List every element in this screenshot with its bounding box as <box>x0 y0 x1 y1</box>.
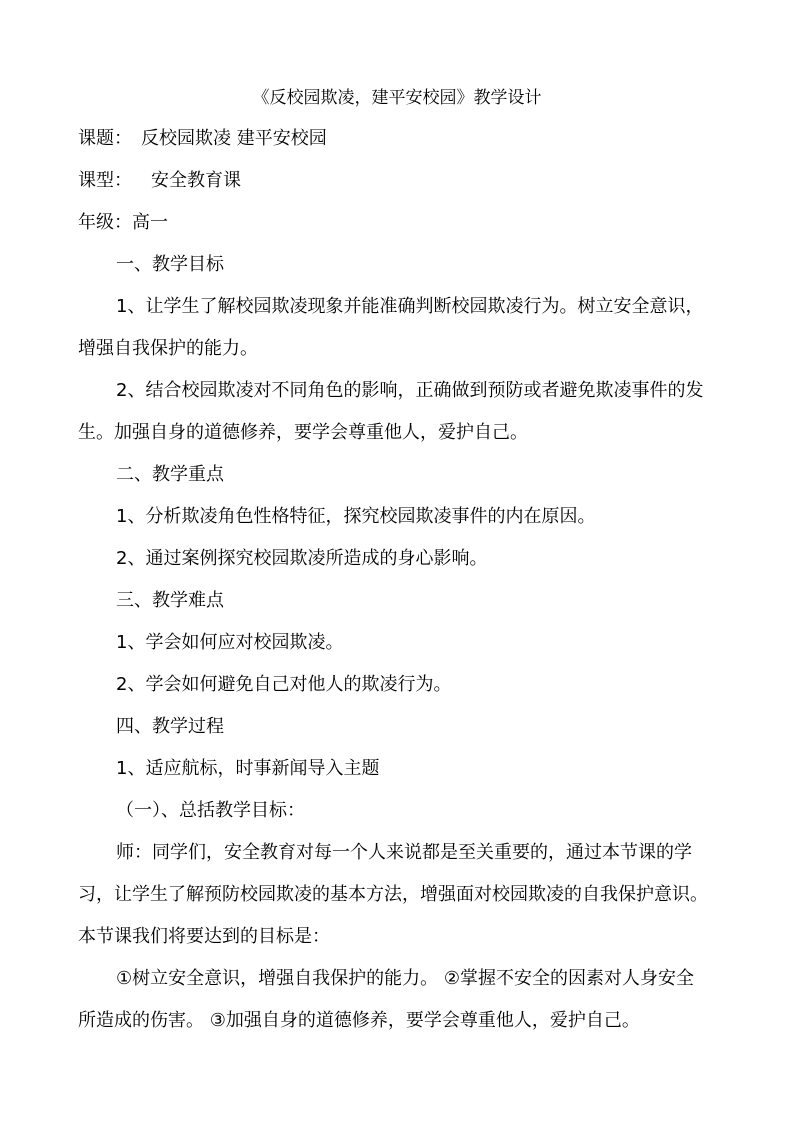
key-item-2: 2、通过案例探究校园欺凌所造成的身心影响。 <box>116 548 488 569</box>
difficulty-item-2: 2、学会如何避免自己对他人的欺凌行为。 <box>116 674 452 695</box>
topic-label: 课题： <box>78 128 132 149</box>
document-title: 《反校园欺凌，建平安校园》教学设计 <box>252 88 542 108</box>
process-heading: 四、教学过程 <box>116 716 224 737</box>
process-subheading: （一）、总括教学目标： <box>116 800 305 821</box>
goal-1-line-1: 1、让学生了解校园欺凌现象并能准确判断校园欺凌行为。树立安全意识， <box>116 296 704 317</box>
goal-2-line-2: 生。加强自身的道德修养，要学会尊重他人，爱护自己。 <box>78 422 528 443</box>
difficulty-item-1: 1、学会如何应对校园欺凌。 <box>116 632 344 653</box>
key-item-1: 1、分析欺凌角色性格特征，探究校园欺凌事件的内在原因。 <box>116 506 596 527</box>
goals-heading: 一、教学目标 <box>116 254 224 275</box>
teacher-line-3: 本节课我们将要达到的目标是： <box>78 926 330 947</box>
key-heading: 二、教学重点 <box>116 464 224 485</box>
goal-2-line-1: 2、结合校园欺凌对不同角色的影响，正确做到预防或者避免欺凌事件的发 <box>116 380 704 401</box>
targets-line-1: ①树立安全意识，增强自我保护的能力。 ②掌握不安全的因素对人身安全 <box>116 968 694 989</box>
targets-line-2: 所造成的伤害。 ③加强自身的道德修养，要学会尊重他人，爱护自己。 <box>78 1010 640 1031</box>
process-item-1: 1、适应航标，时事新闻导入主题 <box>116 758 380 779</box>
type-value: 安全教育课 <box>151 170 241 191</box>
grade-line: 年级：高一 <box>78 212 168 233</box>
difficulty-heading: 三、教学难点 <box>116 590 224 611</box>
type-label: 课型： <box>78 170 132 191</box>
teacher-line-2: 习，让学生了解预防校园欺凌的基本方法，增强面对校园欺凌的自我保护意识。 <box>78 884 708 905</box>
teacher-line-1: 师：同学们，安全教育对每一个人来说都是至关重要的，通过本节课的学 <box>116 842 692 863</box>
goal-1-line-2: 增强自我保护的能力。 <box>78 338 258 359</box>
topic-value: 反校园欺凌 建平安校园 <box>141 128 327 149</box>
